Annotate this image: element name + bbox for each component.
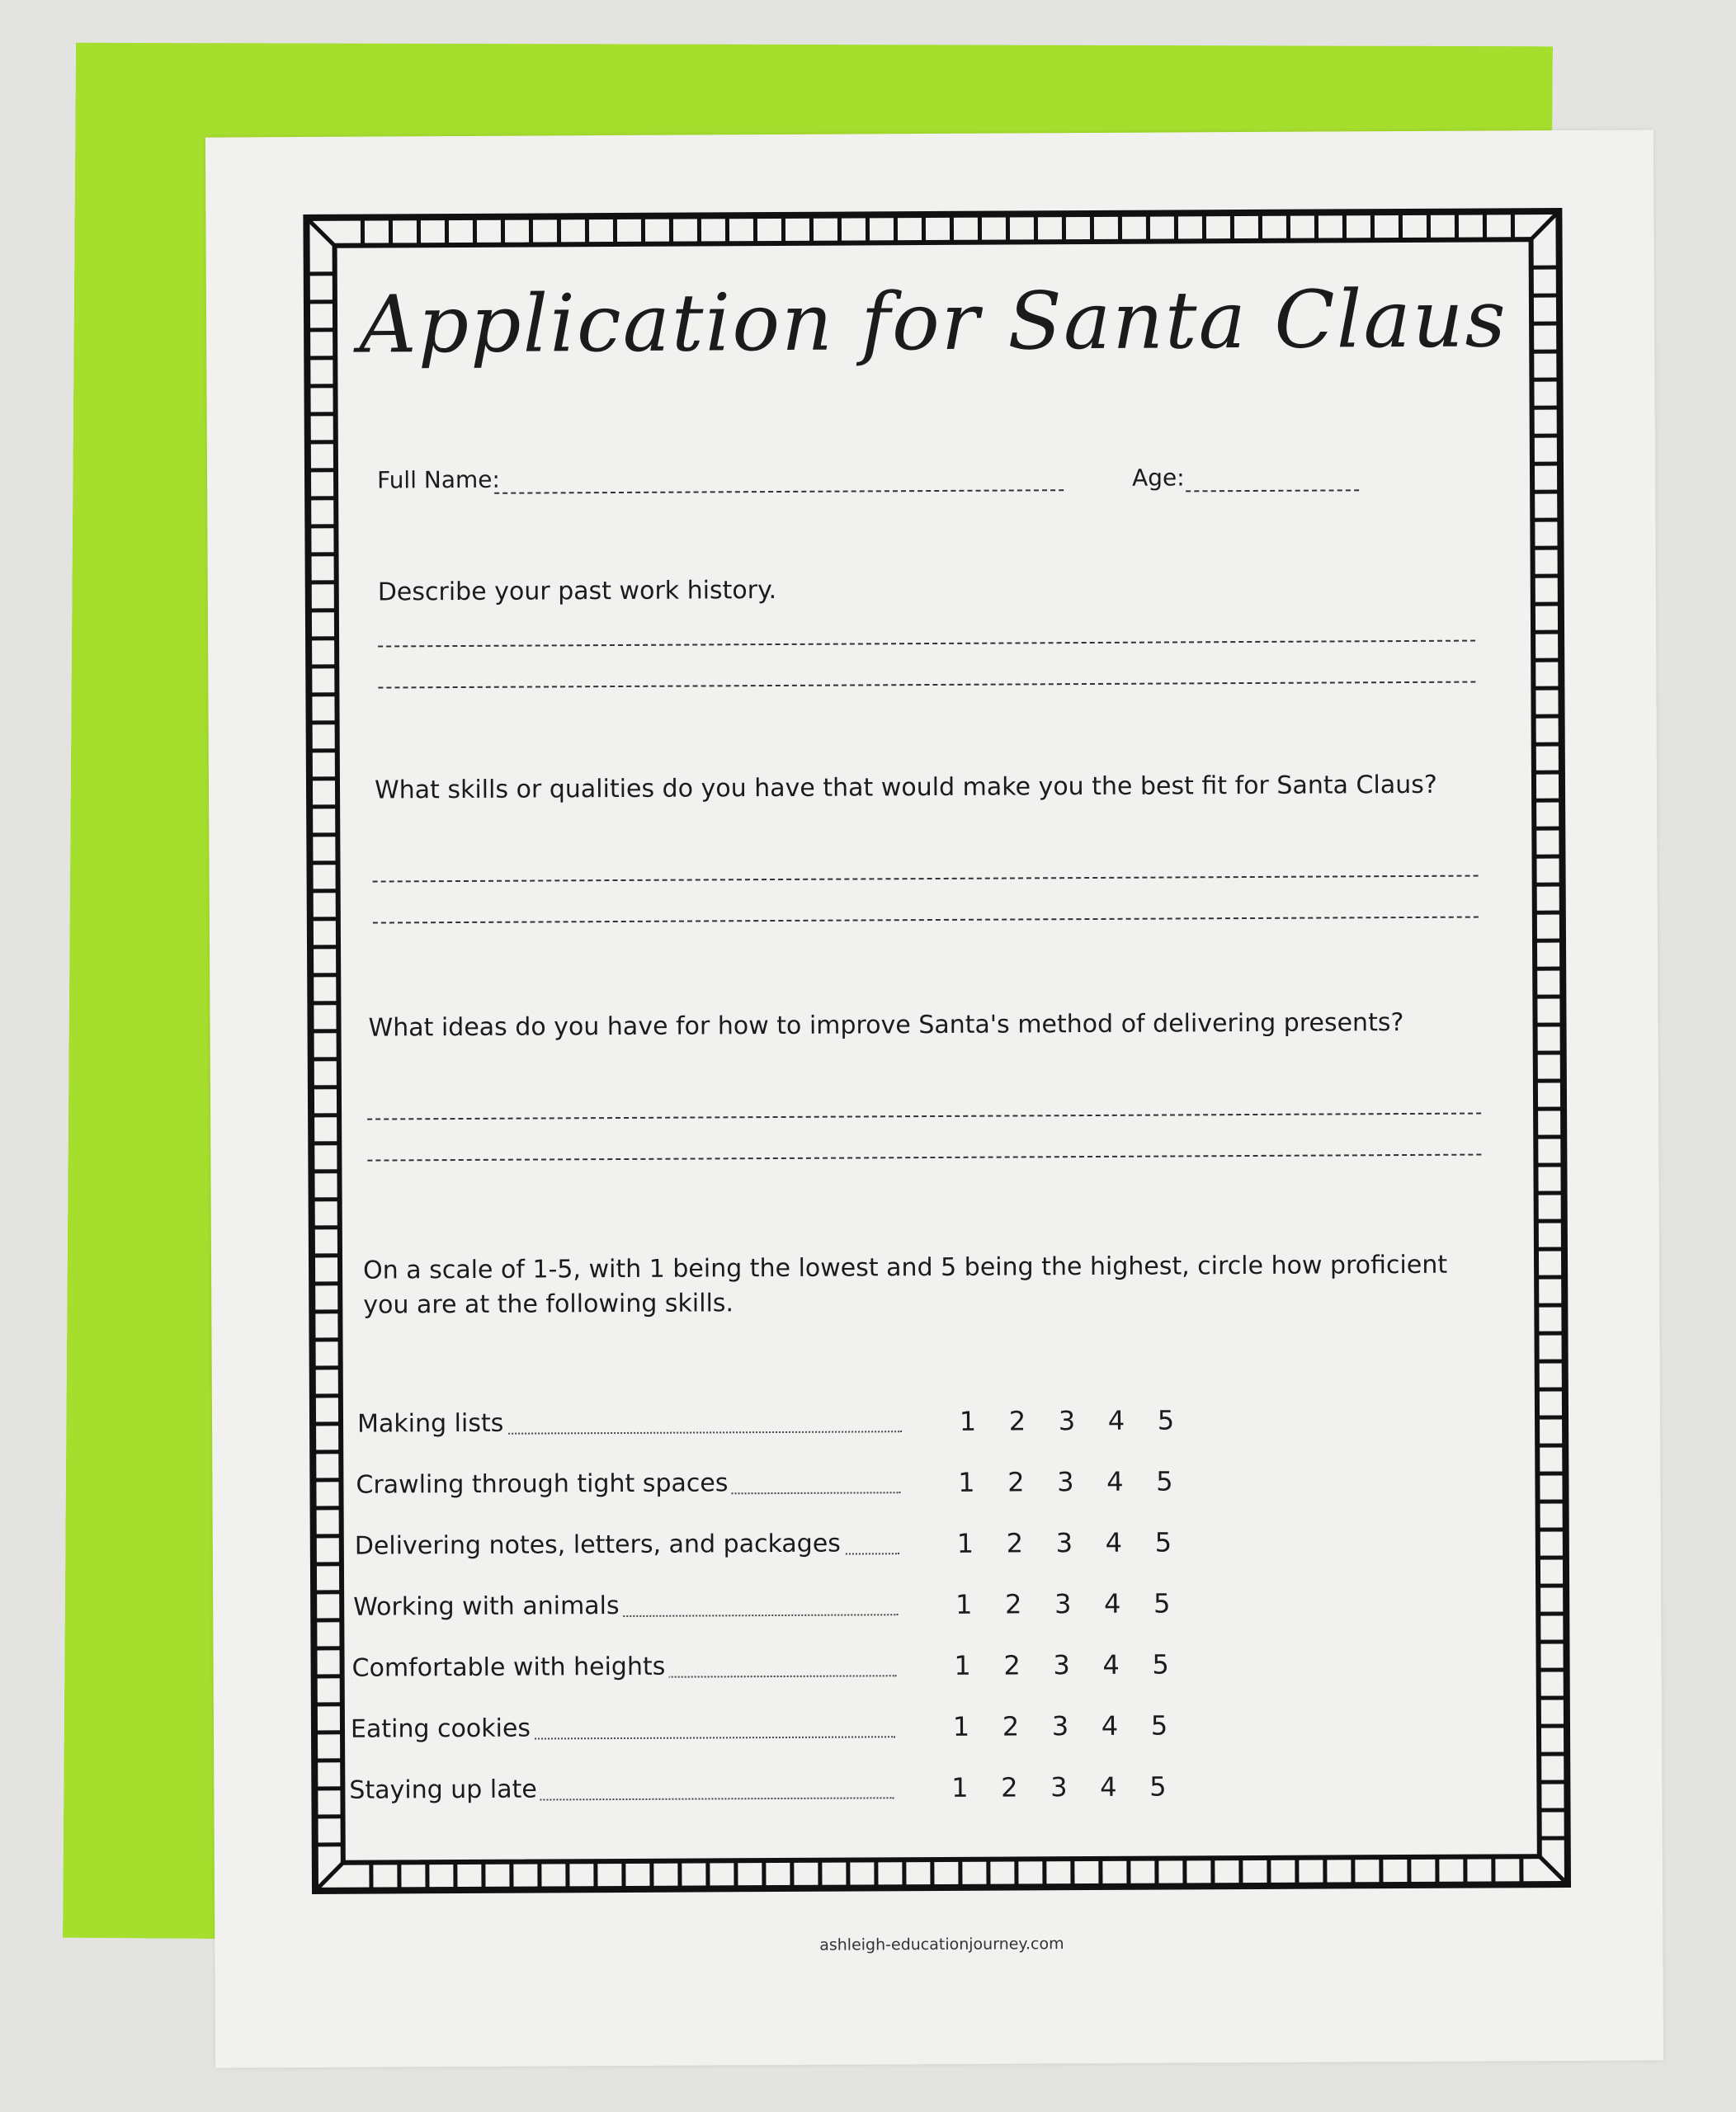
question-improvements: What ideas do you have for how to improve Santa's method of delivering presents? xyxy=(368,1008,1404,1043)
answer-line[interactable] xyxy=(373,875,1479,883)
rating-option-5[interactable]: 5 xyxy=(1153,1587,1171,1619)
age-label: Age: xyxy=(1131,464,1185,492)
rating-option-2[interactable]: 2 xyxy=(1002,1710,1020,1742)
rating-option-5[interactable]: 5 xyxy=(1150,1709,1168,1742)
skill-label: Crawling through tight spaces xyxy=(356,1468,731,1499)
rating-option-5[interactable]: 5 xyxy=(1152,1648,1169,1681)
rating-option-4[interactable]: 4 xyxy=(1102,1648,1120,1681)
rating-option-5[interactable]: 5 xyxy=(1154,1526,1172,1558)
rating-option-1[interactable]: 1 xyxy=(958,1466,975,1498)
age-line[interactable] xyxy=(1186,489,1359,492)
rating-option-1[interactable]: 1 xyxy=(959,1405,977,1437)
worksheet-paper xyxy=(205,130,1663,2067)
rating-option-2[interactable]: 2 xyxy=(1004,1588,1022,1620)
skill-row xyxy=(357,1396,1265,1444)
rating-option-3[interactable]: 3 xyxy=(1055,1527,1073,1559)
rating-option-3[interactable]: 3 xyxy=(1054,1588,1072,1620)
rating-option-2[interactable]: 2 xyxy=(1008,1405,1026,1437)
rating-option-5[interactable]: 5 xyxy=(1157,1404,1175,1436)
answer-line[interactable] xyxy=(367,1154,1481,1162)
rating-option-1[interactable]: 1 xyxy=(956,1527,974,1559)
page-title: Application for Santa Claus xyxy=(359,272,1508,371)
rating-option-4[interactable]: 4 xyxy=(1101,1709,1119,1742)
skill-row xyxy=(356,1457,1263,1505)
rating-option-2[interactable]: 2 xyxy=(1007,1466,1025,1498)
rating-option-1[interactable]: 1 xyxy=(955,1588,973,1620)
rating-option-4[interactable]: 4 xyxy=(1107,1404,1125,1436)
full-name-label: Full Name: xyxy=(376,465,500,494)
skill-label: Delivering notes, letters, and packages xyxy=(355,1530,844,1561)
rating-option-4[interactable]: 4 xyxy=(1106,1465,1124,1497)
skill-label: Comfortable with heights xyxy=(352,1652,669,1683)
question-skills: What skills or qualities do you have that would make you the best fit for Santa Claus? xyxy=(374,770,1437,805)
question-work-history: Describe your past work history. xyxy=(377,575,777,607)
skill-label: Making lists xyxy=(357,1409,507,1439)
rating-option-1[interactable]: 1 xyxy=(954,1649,971,1681)
skill-row xyxy=(353,1579,1261,1627)
rating-option-2[interactable]: 2 xyxy=(1006,1527,1024,1559)
answer-line[interactable] xyxy=(378,681,1475,689)
rating-option-3[interactable]: 3 xyxy=(1058,1405,1076,1437)
rating-option-3[interactable]: 3 xyxy=(1057,1466,1074,1498)
skill-row xyxy=(351,1640,1259,1688)
rating-option-4[interactable]: 4 xyxy=(1103,1587,1121,1619)
rating-option-3[interactable]: 3 xyxy=(1053,1649,1070,1681)
rating-option-2[interactable]: 2 xyxy=(1003,1649,1021,1681)
rating-option-5[interactable]: 5 xyxy=(1156,1465,1173,1497)
answer-line[interactable] xyxy=(373,917,1479,924)
skill-label: Staying up late xyxy=(349,1775,540,1805)
rating-option-3[interactable]: 3 xyxy=(1050,1771,1068,1803)
full-name-line[interactable] xyxy=(494,489,1064,494)
rating-option-3[interactable]: 3 xyxy=(1051,1710,1069,1742)
skill-row xyxy=(355,1518,1262,1566)
answer-line[interactable] xyxy=(367,1113,1481,1120)
skill-row xyxy=(351,1701,1258,1749)
worksheet-content xyxy=(301,206,1573,1954)
rating-option-1[interactable]: 1 xyxy=(952,1710,970,1742)
decorative-frame xyxy=(301,206,1573,1954)
rating-option-2[interactable]: 2 xyxy=(1001,1771,1018,1803)
rating-option-4[interactable]: 4 xyxy=(1105,1526,1123,1558)
footer-url: ashleigh-educationjourney.com xyxy=(819,1935,1064,1954)
skill-label: Eating cookies xyxy=(351,1714,534,1744)
scale-instructions: On a scale of 1-5, with 1 being the lowest and 5 being the highest, circle how proficient you are at the following skills. xyxy=(362,1250,1448,1320)
skill-label: Working with animals xyxy=(353,1591,623,1622)
rating-option-5[interactable]: 5 xyxy=(1149,1770,1167,1803)
skill-row xyxy=(349,1762,1257,1810)
rating-option-1[interactable]: 1 xyxy=(951,1771,969,1803)
rating-option-4[interactable]: 4 xyxy=(1100,1770,1117,1803)
answer-line[interactable] xyxy=(378,640,1475,648)
